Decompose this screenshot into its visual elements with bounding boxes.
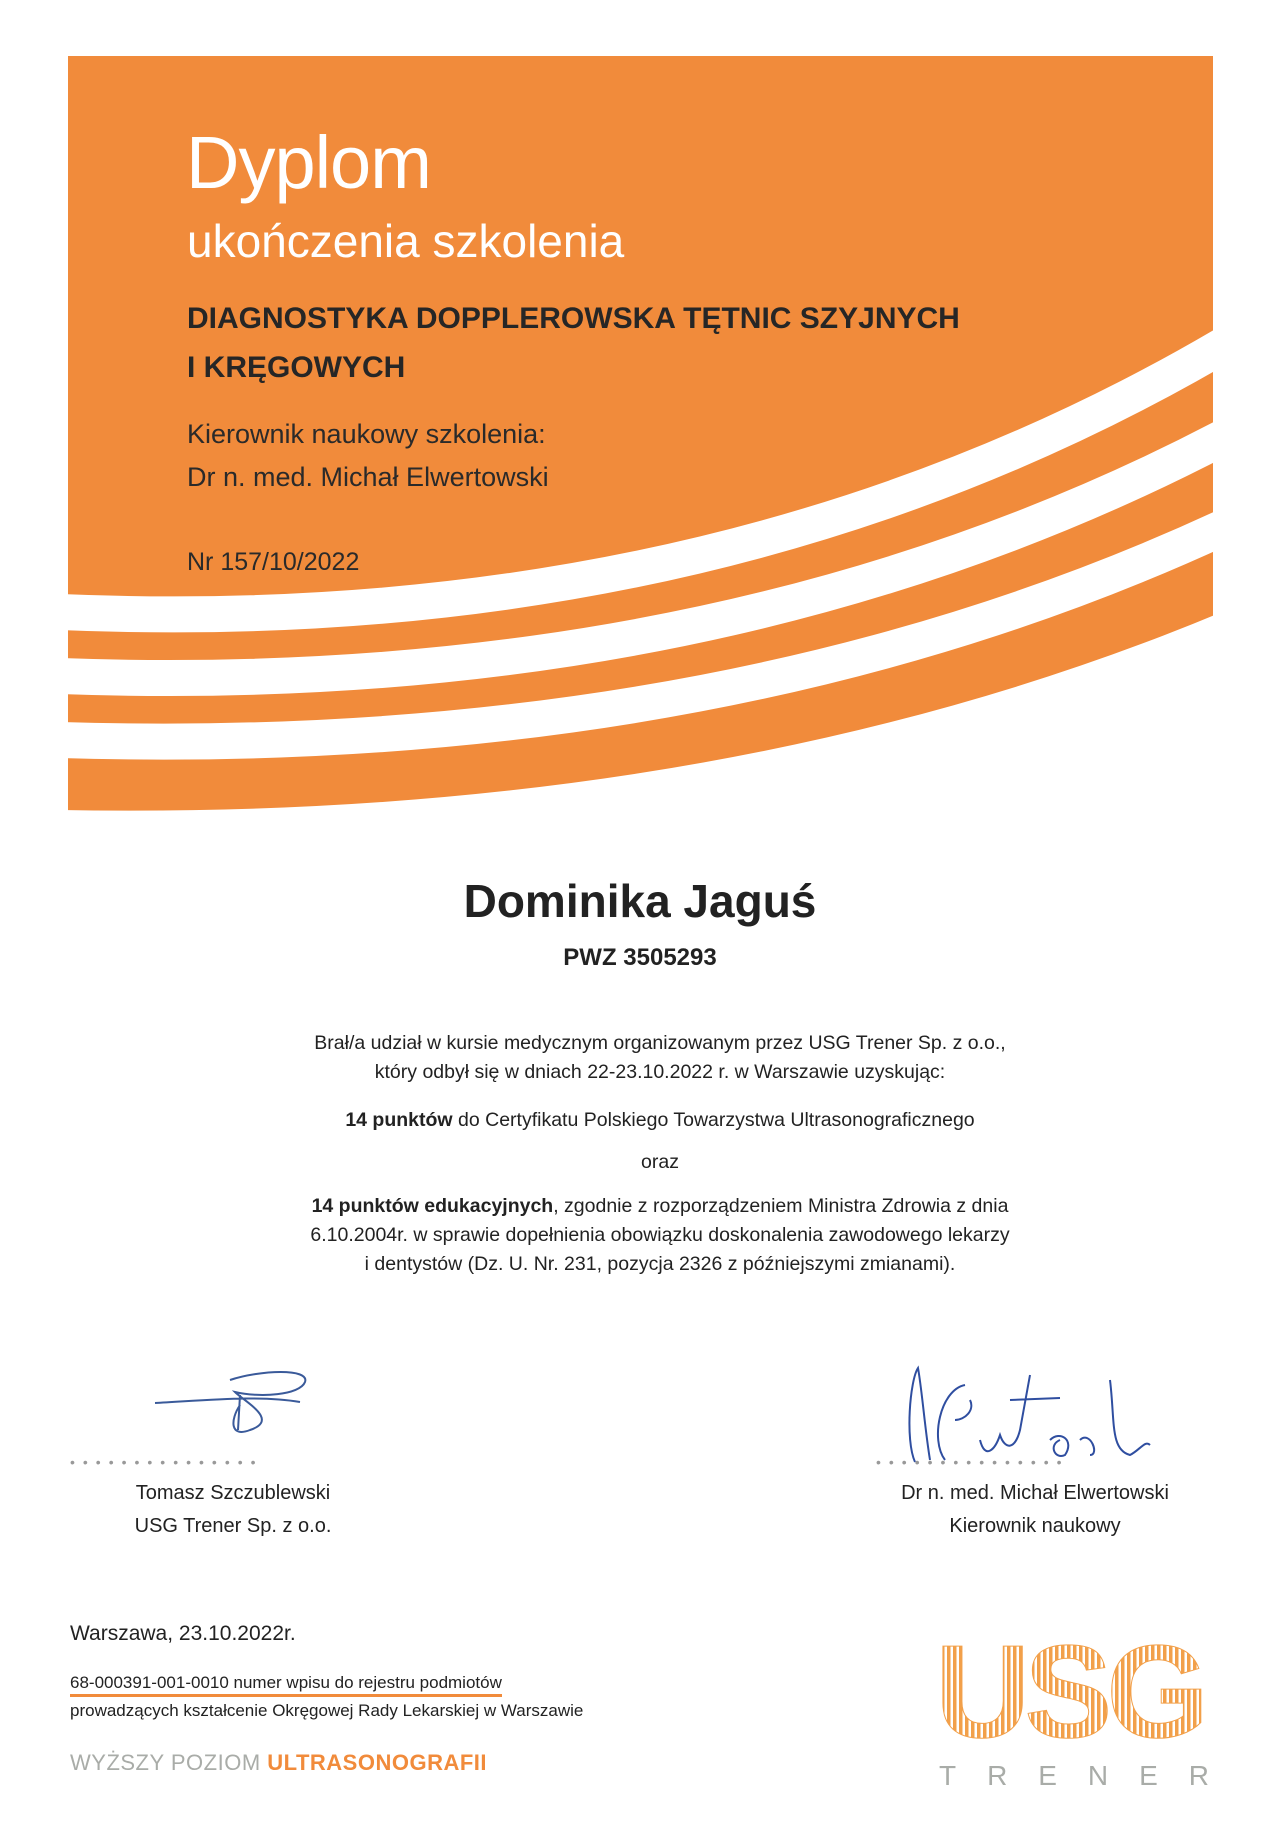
body-line: i dentystów (Dz. U. Nr. 231, pozycja 2326 z późniejszymi zmianami). [364, 1253, 956, 1275]
course-title [187, 294, 960, 392]
lead-label: Kierownik naukowy szkolenia: [187, 419, 546, 449]
logo-usg: USG [935, 1625, 1213, 1765]
lead-name: Dr n. med. Michał Elwertowski [187, 462, 549, 492]
signatory-role: USG Trener Sp. z o.o. [134, 1515, 332, 1537]
signatory-role: Kierownik naukowy [949, 1515, 1121, 1537]
recipient-name: Dominika Jaguś [463, 875, 817, 927]
body-line: który odbył się w dniach 22-23.10.2022 r. w Warszawie uzyskując: [374, 1061, 946, 1083]
oraz: oraz [641, 1151, 679, 1173]
signature-left [155, 1372, 305, 1432]
place-date: Warszawa, 23.10.2022r. [70, 1622, 296, 1645]
registry-number: 68-000391-001-0010 numer wpisu do rejestru podmiotów [70, 1672, 502, 1697]
points-bold: 14 punktów [345, 1109, 453, 1131]
diploma-subtitle: ukończenia szkolenia [187, 215, 625, 267]
registry-text: prowadzących kształcenie Okręgowej Rady Lekarskiej w Warszawie [70, 1701, 584, 1720]
points-bold: 14 punktów edukacyjnych [311, 1195, 554, 1217]
signatory-name: Dr n. med. Michał Elwertowski [901, 1482, 1169, 1504]
body-line: Brał/a udział w kursie medycznym organizowanym przez USG Trener Sp. z o.o., [314, 1032, 1006, 1054]
diploma-number: Nr 157/10/2022 [187, 548, 360, 576]
logo-trener: TRENER [939, 1760, 1209, 1791]
signature-line-left: ••••••••••••••• [70, 1454, 264, 1470]
body-line: 6.10.2004r. w sprawie dopełnienia obowiązku doskonalenia zawodowego lekarzy [310, 1224, 1010, 1246]
points-text: do Certyfikatu Polskiego Towarzystwa Ultrasonograficznego [452, 1109, 975, 1131]
slogan-gray: WYŻSZY POZIOM [70, 1750, 268, 1775]
signature-line-right: ••••••••••••••• [876, 1454, 1070, 1470]
registry-info [70, 1669, 583, 1724]
recipient-pwz: PWZ 3505293 [563, 944, 717, 971]
usg-trener-logo [935, 1625, 1220, 1800]
signatory-right [835, 1477, 1235, 1543]
points-text: , zgodnie z rozporządzeniem Ministra Zdrowia z dnia [553, 1195, 1009, 1217]
slogan [70, 1750, 487, 1776]
diploma-title: Dyplom [186, 121, 431, 204]
scientific-lead [187, 413, 549, 499]
course-line: DIAGNOSTYKA DOPPLEROWSKA TĘTNIC SZYJNYCH [187, 302, 960, 335]
signature-right [909, 1368, 1150, 1462]
signatory-left [33, 1477, 433, 1543]
signatory-name: Tomasz Szczublewski [135, 1482, 331, 1504]
course-line: I KRĘGOWYCH [187, 351, 406, 384]
body-text [140, 1029, 1180, 1087]
points-ptu [140, 1106, 1180, 1135]
points-educational [140, 1192, 1180, 1279]
slogan-orange: ULTRASONOGRAFII [267, 1750, 488, 1775]
